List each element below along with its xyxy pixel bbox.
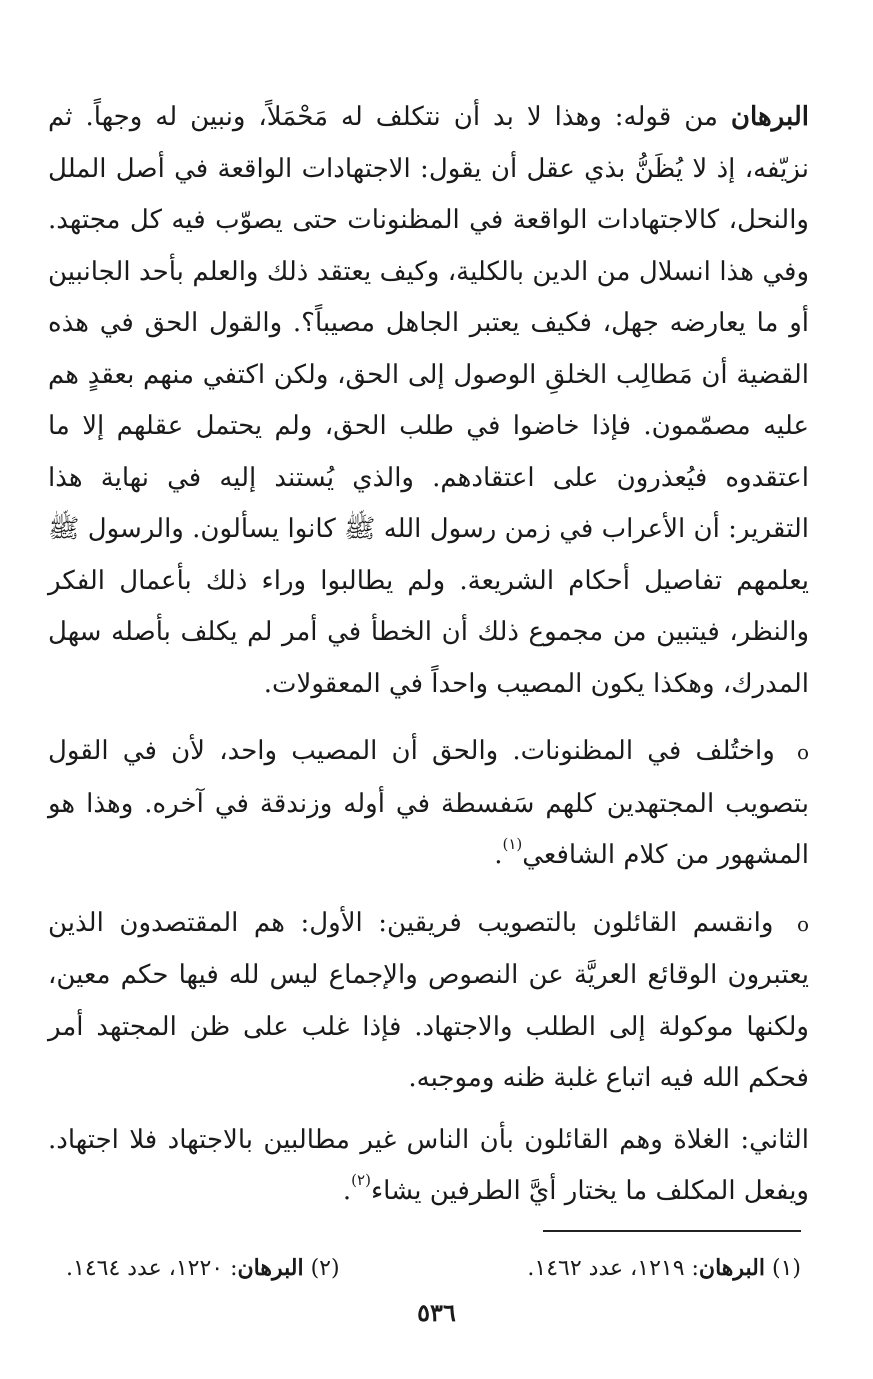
paragraph-2 <box>48 726 809 882</box>
source-title: البرهان <box>730 102 809 132</box>
footnote-mark: (١) <box>771 1256 801 1281</box>
footnote-mark: (٢) <box>310 1256 340 1281</box>
paragraph-tail: . <box>494 840 503 870</box>
footnote-2 <box>66 1250 340 1287</box>
footnote-source: البرهان <box>237 1255 304 1281</box>
paragraph-1 <box>48 92 809 710</box>
footnote-mark-2[interactable]: (٢) <box>351 1171 371 1189</box>
paragraph-text: الثاني: الغلاة وهم القائلون بأن الناس غير مطالبين بالاجتهاد فلا اجتهاد. ويفعل المكلف ما يختار أيَّ الطرفين يشاء <box>48 1124 809 1206</box>
page-body <box>48 92 809 1218</box>
bullet-icon: o <box>796 740 810 764</box>
bullet-icon: o <box>796 911 809 936</box>
footnote-ref: : ١٢٢٠، عدد ١٤٦٤. <box>66 1256 238 1281</box>
paragraph-3 <box>48 898 809 1105</box>
paragraph-text: واختُلف في المظنونات. والحق أن المصيب واحد، لأن في القول بتصويب المجتهدين كلهم سَفسطة في أوله وزندقة في آخره. وهذا هو المشهور من كلام الشافعي <box>48 736 809 870</box>
paragraph-text: وانقسم القائلون بالتصويب فريقين: الأول: هم المقتصدون الذين يعتبرون الوقائع العريَّة عن النصوص والإجماع ليس لله فيها حكم معين، ولكنها موكولة إلى الطلب والاجتهاد. فإذا غلب على ظن المجتهد أمر فحكم الله فيه اتباع غلبة ظنه وموجبه. <box>48 907 809 1093</box>
paragraph-4 <box>48 1115 809 1218</box>
footnotes <box>66 1250 801 1287</box>
paragraph-text: من قوله: وهذا لا بد أن نتكلف له مَحْمَلاً، ونبين له وجهاً. ثم نزيّفه، إذ لا يُظَنُّ بذي عقل أن يقول: الاجتهادات الواقعة في أصل الملل والنحل، كالاجتهادات الواقعة في المظنونات حتى يصوّب فيه كل مجتهد. وفي هذا انسلال من الدين بالكلية، وكيف يعتقد ذلك والعلم بأحد الجانبين أو ما يعارضه جهل، فكيف يعتبر الجاهل مصيباً؟. والقول الحق في هذه القضية أن مَطالِب الخلقِ الوصول إلى الحق، ولكن اكتفي منهم بعقدٍ هم عليه مصمّمون. فإذا خاضوا في طلب الحق، ولم يحتمل عقلهم إلا ما اعتقدوه فيُعذرون على اعتقادهم. والذي يُستند إليه في نهاية هذا التقرير: أن الأعراب في زمن رسول الله ﷺ كانوا يسألون. والرسول ﷺ يعلمهم تفاصيل أحكام الشريعة. ولم يطالبوا وراء ذلك بأعمال الفكر والنظر، فيتبين من مجموع ذلك أن الخطأ في أمر لم يكلف بأصله سهل المدرك، وهكذا يكون المصيب واحداً في المعقولات. <box>48 102 809 699</box>
footnote-1 <box>527 1250 801 1287</box>
footnote-source: البرهان <box>698 1255 765 1281</box>
footnote-mark-1[interactable]: (١) <box>502 835 523 853</box>
paragraph-tail: . <box>342 1176 352 1206</box>
footnote-ref: : ١٢١٩، عدد ١٤٦٢. <box>527 1256 699 1281</box>
footnote-divider <box>543 1230 801 1232</box>
page-number: ٥٣٦ <box>417 1298 456 1327</box>
